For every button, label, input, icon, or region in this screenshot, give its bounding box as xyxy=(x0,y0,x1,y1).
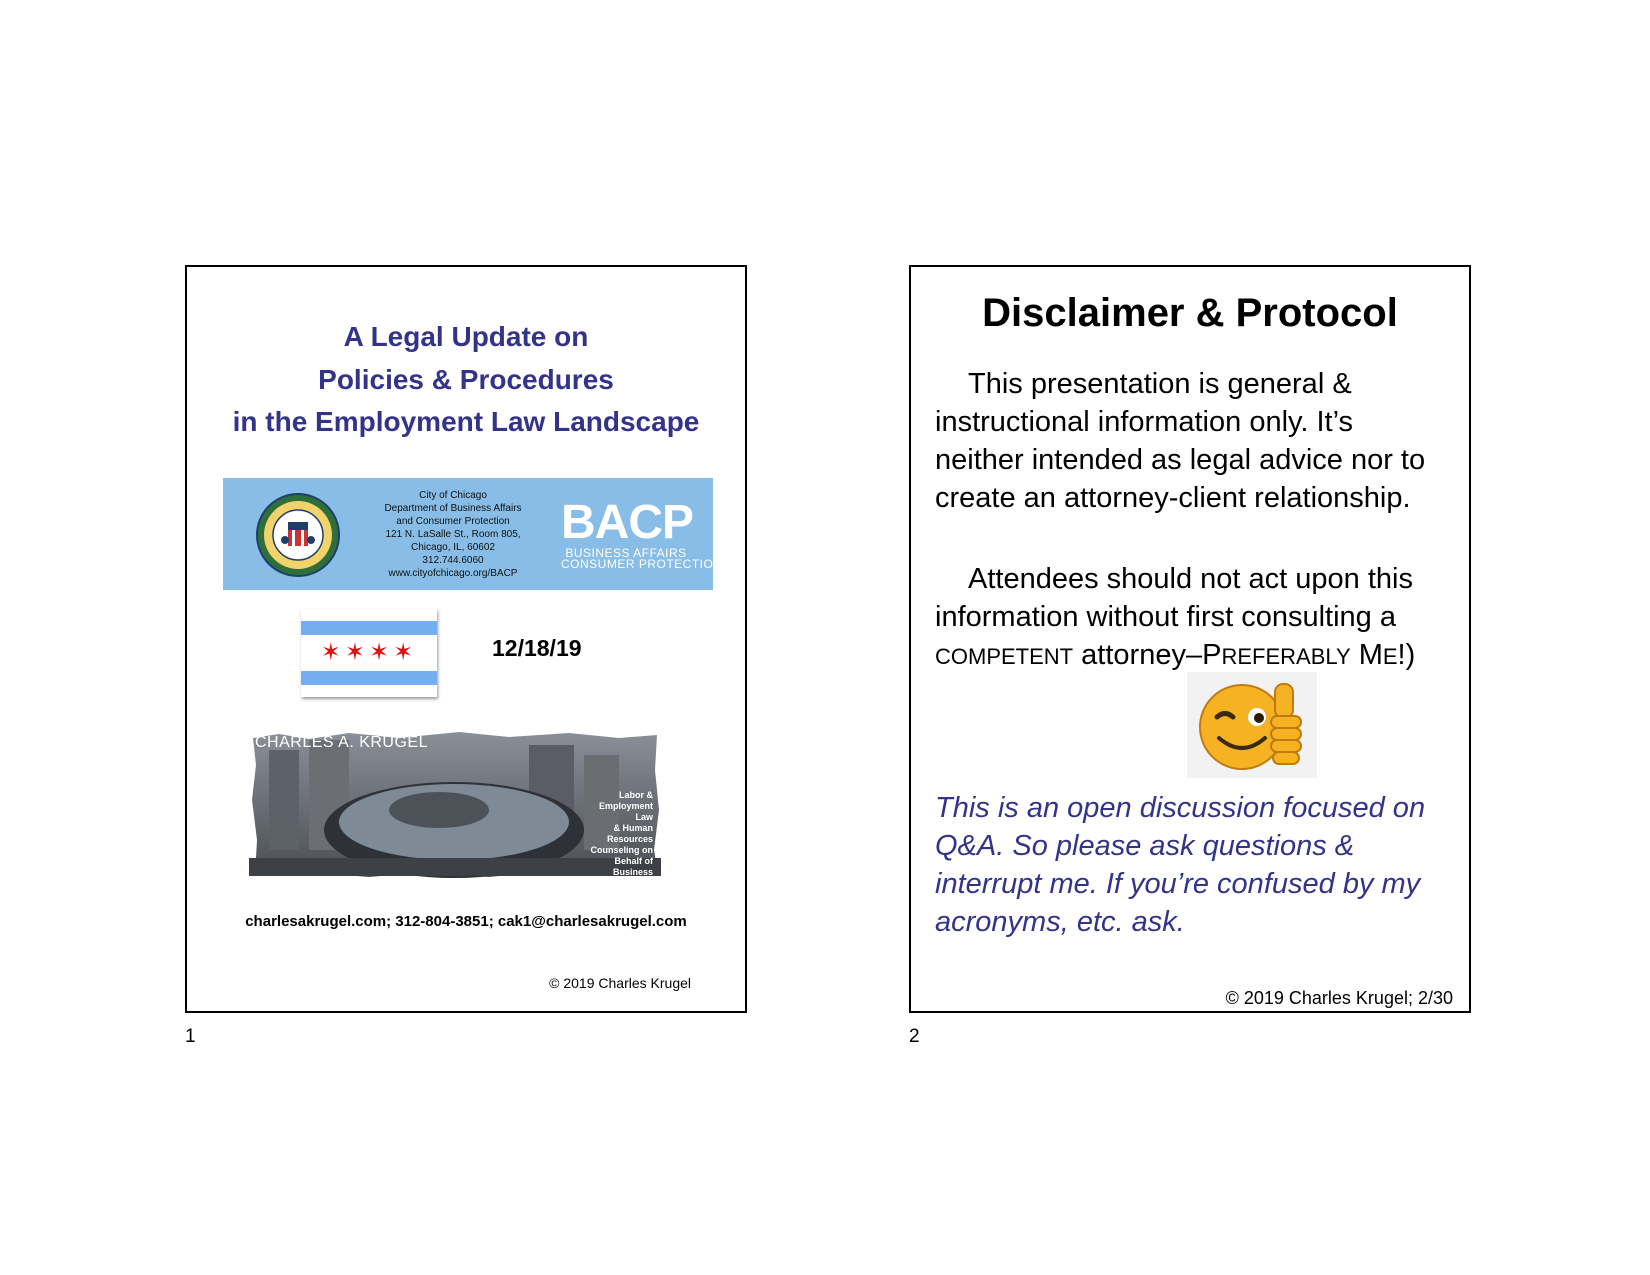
address-line: City of Chicago xyxy=(419,490,487,501)
tagline-line: Labor & xyxy=(618,790,653,800)
attorney-text: attorney– xyxy=(1073,639,1203,671)
bacp-logo-text: BACP xyxy=(561,496,694,549)
consult-text: Attendees should not act upon this information without first consulting a xyxy=(935,563,1413,633)
flag-stars: ✶✶✶✶ xyxy=(320,639,418,666)
bacp-banner xyxy=(223,478,723,590)
consult-paragraph xyxy=(935,560,1445,676)
slide-1 xyxy=(185,265,747,1013)
address-line: 121 N. LaSalle St., Room 805, xyxy=(385,529,521,540)
slide-2 xyxy=(909,265,1471,1013)
bacp-address xyxy=(378,489,528,580)
flag-stripe-top xyxy=(301,621,437,635)
address-line: www.cityofchicago.org/BACP xyxy=(388,568,518,579)
chicago-flag-icon xyxy=(301,609,437,697)
tagline-line: Business xyxy=(612,867,653,877)
address-line: Department of Business Affairs xyxy=(384,503,522,514)
slide-title-line-3: in the Employment Law Landscape xyxy=(232,406,700,437)
me-rest: E xyxy=(1382,644,1398,669)
discussion-note: This is an open discussion focused on Q&A. So please ask questions & interrupt me. If you’re confused by my acronyms, etc. ask. xyxy=(935,792,1426,938)
tagline-line: Resources xyxy=(606,834,653,844)
address-line: and Consumer Protection xyxy=(396,516,510,527)
slide-title-line-1: A Legal Update on xyxy=(343,321,589,352)
disclaimer-text: This presentation is general & instructional information only. It’s neither intended as legal advice nor to create an attorney-client relationship. xyxy=(935,368,1426,514)
me-initial: M xyxy=(1350,639,1383,671)
disclaimer-paragraph xyxy=(935,365,1445,517)
slide-2-title: Disclaimer & Protocol xyxy=(982,291,1398,335)
bacp-logo xyxy=(561,496,723,571)
presentation-date: 12/18/19 xyxy=(492,635,582,661)
krugel-banner-image xyxy=(249,730,661,880)
contact-info: charlesakrugel.com; 312-804-3851; cak1@charlesakrugel.com xyxy=(245,913,687,930)
tagline-line: & Human xyxy=(613,823,653,833)
bacp-logo-line-2: CONSUMER PROTECTION xyxy=(561,557,723,571)
tagline-line: Counseling on xyxy=(590,845,653,855)
winking-thumbs-up-icon xyxy=(1187,672,1317,778)
page-number-2: 2 xyxy=(909,1026,920,1047)
bacp-logo-line-1: BUSINESS AFFAIRS xyxy=(565,546,687,560)
preferably-initial: P xyxy=(1202,639,1222,671)
preferably-rest: REFERABLY xyxy=(1221,644,1351,669)
consult-end: !) xyxy=(1397,639,1416,671)
photo-name: CHARLES A. KRUGEL xyxy=(255,734,428,751)
photo-tagline xyxy=(573,790,653,878)
flag-stripe-bottom xyxy=(301,671,437,685)
tagline-line: Employment xyxy=(598,801,653,811)
city-seal-icon xyxy=(255,492,341,578)
address-line: 312.744.6060 xyxy=(422,555,484,566)
address-line: Chicago, IL, 60602 xyxy=(411,542,495,553)
competent-text: COMPETENT xyxy=(935,644,1074,669)
page-number-1: 1 xyxy=(185,1026,196,1047)
slide-title-line-2: Policies & Procedures xyxy=(318,364,614,395)
slide-2-copyright: © 2019 Charles Krugel; 2/30 xyxy=(1225,988,1453,1008)
tagline-line: Law xyxy=(635,812,653,822)
tagline-line: Behalf of xyxy=(614,856,653,866)
slide-1-copyright: © 2019 Charles Krugel xyxy=(549,975,691,991)
